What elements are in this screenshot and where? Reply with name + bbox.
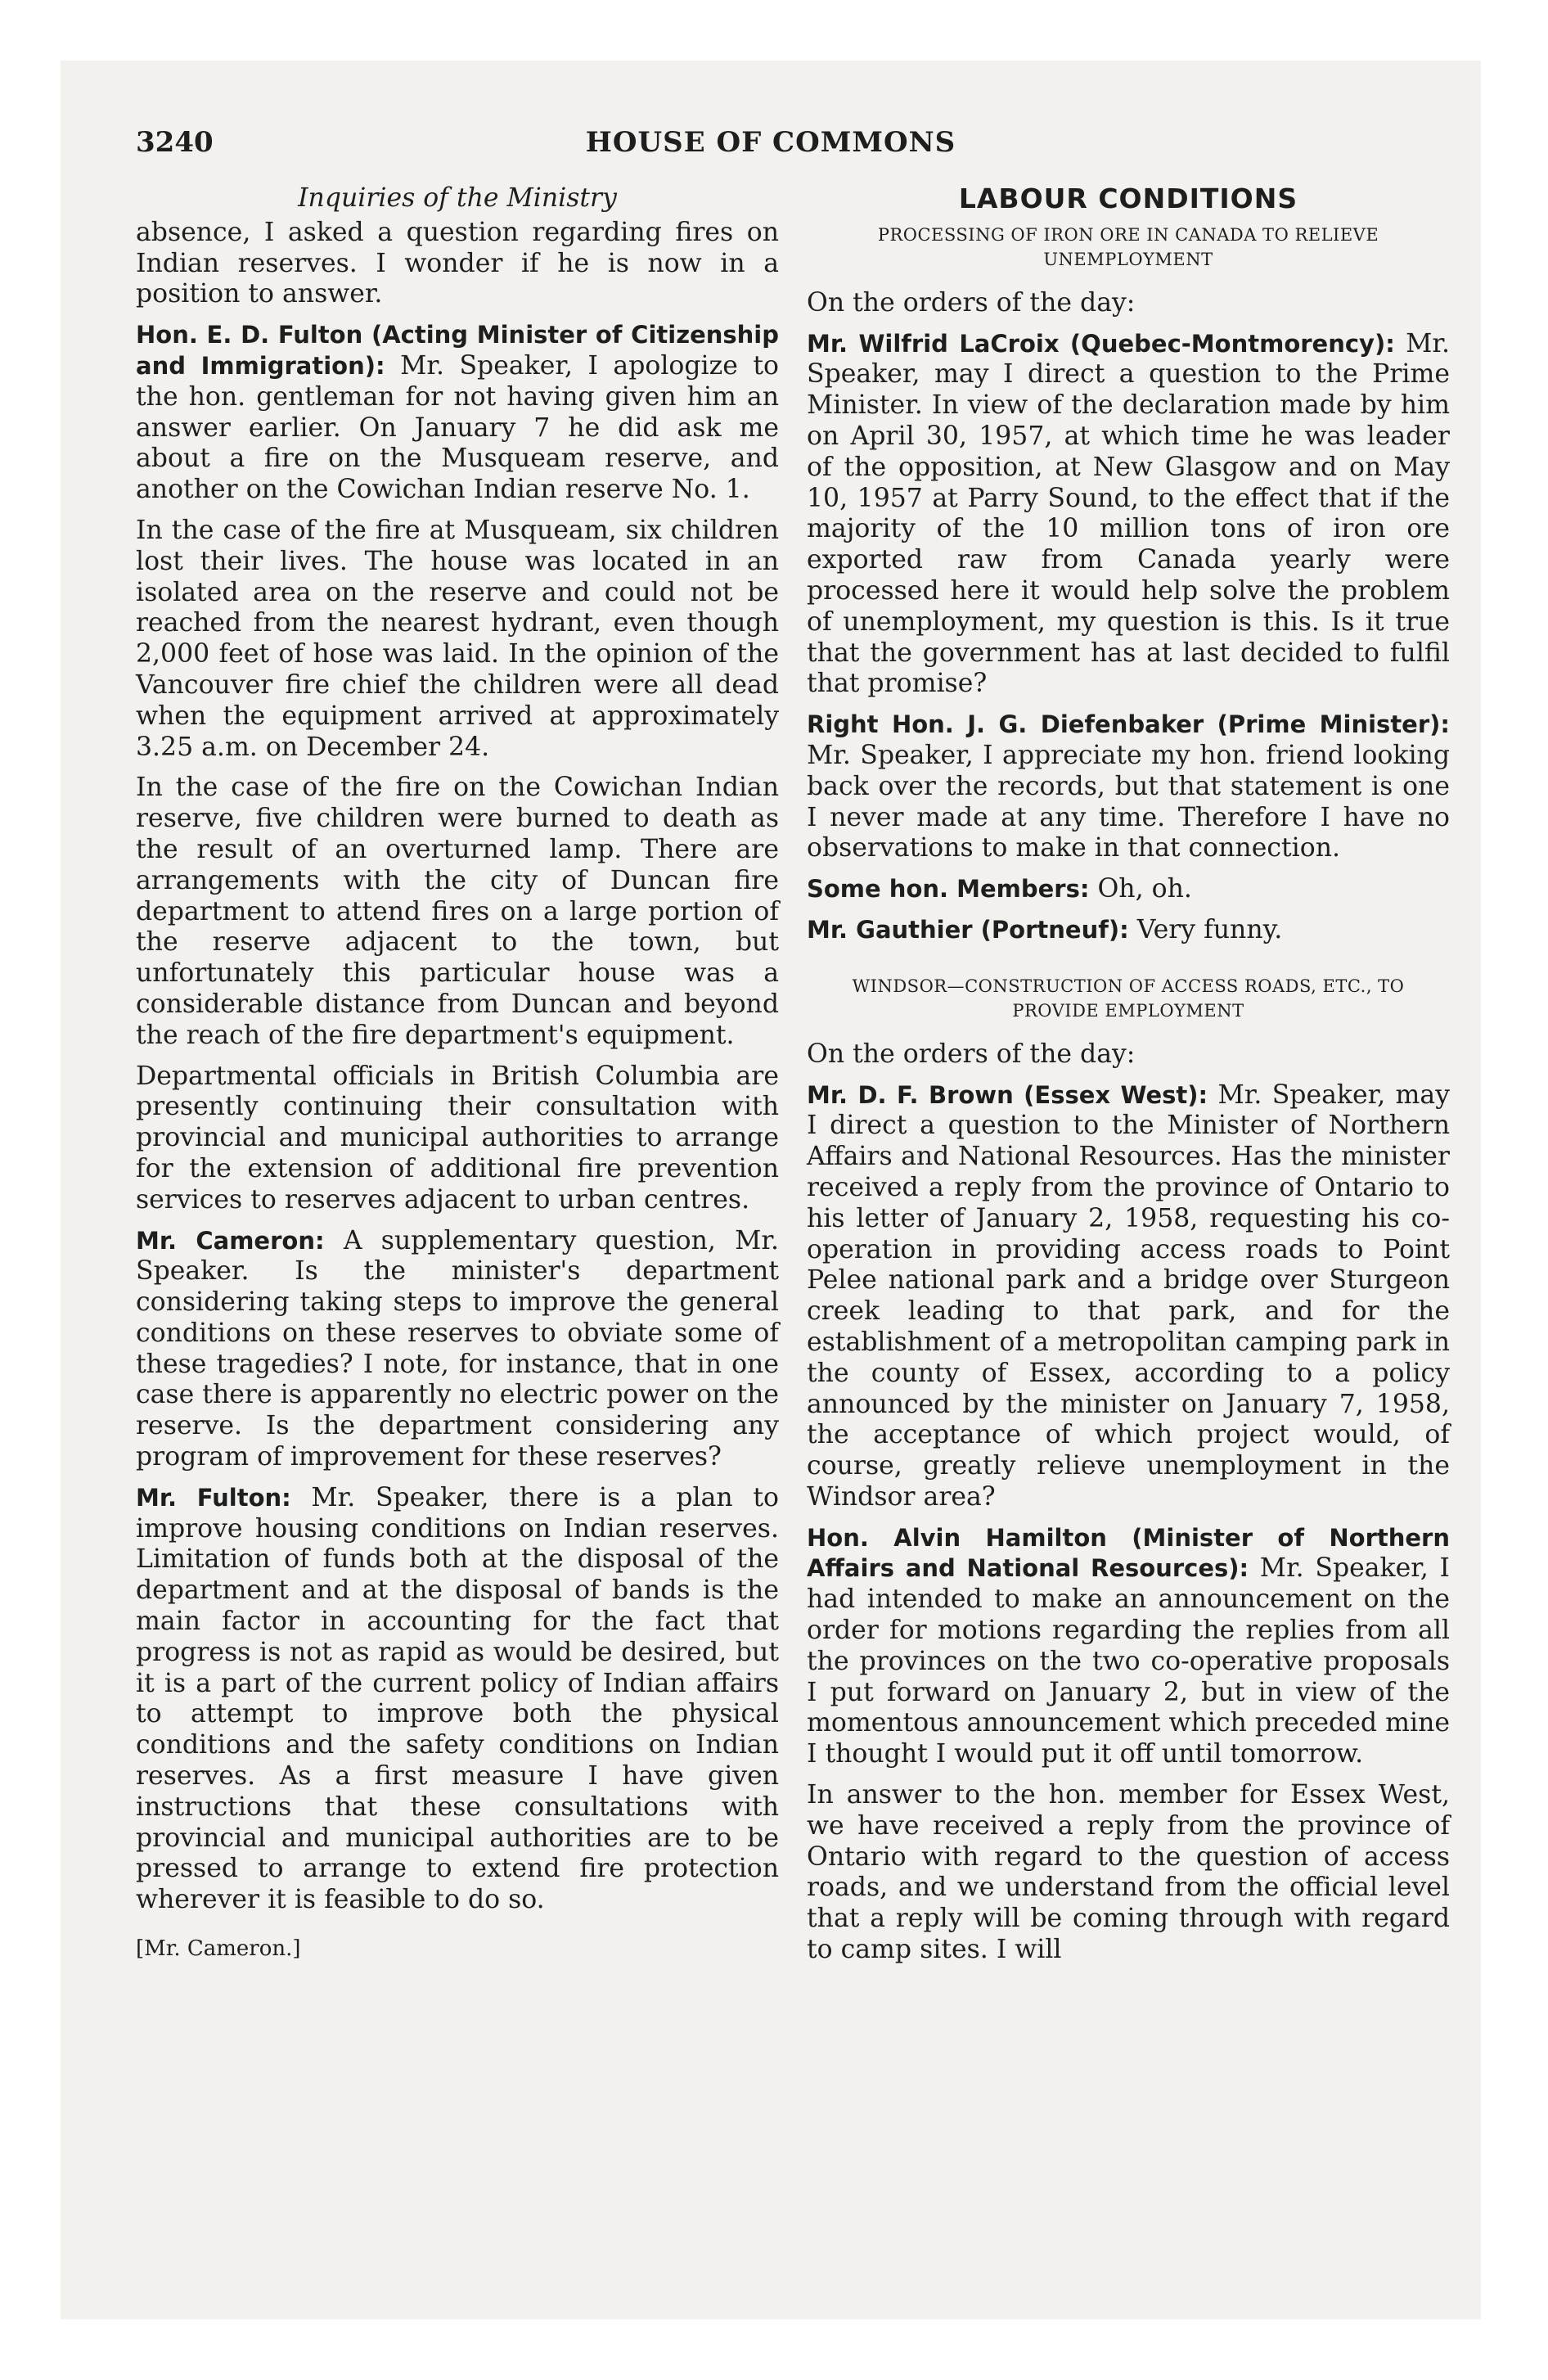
speech-text: Mr. Speaker, there is a plan to improve housing conditions on Indian reserves. Limitation of funds both at the disposal of the department and at the disposal of bands is the main factor in accounting for the fact that progress is not as rapid as would be desired, but it is a part of the current policy of Indian affairs to attempt to improve both the physical conditions and the safety conditions on Indian reserves. As a first measure I have given instructions that these consultations with provincial and municipal authorities are to be pressed to arrange to extend fire protection wherever it is feasible to do so. bbox=[136, 1482, 779, 1915]
section-title: LABOUR CONDITIONS bbox=[958, 183, 1298, 214]
speaker-name: Mr. Fulton: bbox=[136, 1483, 291, 1512]
speech-text: Mr. Speaker, I apologize to the hon. gentleman for not having given him an answer earlier. On January 7 he did ask me about a fire on the Musqueam reserve, and another on the Cowichan Indian reserve No. 1. bbox=[136, 350, 779, 505]
speaker-name: Hon. Alvin Hamilton (Minister of Northern Affairs and National Resources): bbox=[807, 1523, 1450, 1583]
paragraph bbox=[807, 915, 1450, 946]
paragraph bbox=[807, 874, 1450, 905]
paragraph: In the case of the fire on the Cowichan Indian reserve, five children were burned to death as the result of an overturned lamp. There are arrangements with the city of Duncan fire department to attend fires on a large portion of the reserve adjacent to the town, but unfortunately this particular house was a considerable distance from Duncan and beyond the reach of the fire department's equipment. bbox=[136, 773, 779, 1050]
section-subhead: Inquiries of the Ministry bbox=[298, 183, 617, 213]
speech-text: A supplementary question, Mr. Speaker. Is the minister's department considering taking steps to improve the general conditions on these reserves to obviate some of these tragedies? I note, for instance, that in one case there is apparently no electric power on the reserve. Is the department considering any program of improvement for these reserves? bbox=[136, 1225, 779, 1472]
section-subtitle: PROCESSING OF IRON ORE IN CANADA TO RELIEVE UNEMPLOYMENT bbox=[877, 224, 1379, 269]
paragraph bbox=[807, 1080, 1450, 1513]
speech-text: Mr. Speaker, may I direct a question to the Minister of Northern Affairs and National Resources. Has the minister received a reply from the province of Ontario to his letter of January 2, 1958, requesting his co-operation in providing access roads to Point Pelee national park and a bridge over Sturgeon creek leading to that park, and for the establishment of a metropolitan camping park in the county of Essex, according to a policy announced by the minister on January 7, 1958, the acceptance of which project would, of course, greatly relieve unemployment in the Windsor area? bbox=[807, 1080, 1450, 1512]
speaker-name: Some hon. Members: bbox=[807, 875, 1090, 904]
speaker-name: Mr. Wilfrid LaCroix (Quebec-Montmorency): bbox=[807, 329, 1395, 358]
speaker-name: Mr. Gauthier (Portneuf): bbox=[807, 915, 1129, 944]
paragraph bbox=[136, 320, 779, 506]
speech-text: Oh, oh. bbox=[1089, 874, 1192, 904]
paragraph: On the orders of the day: bbox=[807, 287, 1136, 318]
paragraph bbox=[136, 1483, 779, 1916]
speech-text: Mr. Speaker, I had intended to make an announcement on the order for motions regarding the replies from all the provinces on the two co-operative proposals I put forward on January 2, but in view of the momentous announcement which preceded mine I thought I would put it off until tomorrow. bbox=[807, 1553, 1450, 1769]
paragraph: On the orders of the day: bbox=[807, 1039, 1136, 1069]
paragraph: absence, I asked a question regarding fires on Indian reserves. I wonder if he is now in a position to answer. bbox=[136, 217, 779, 309]
paragraph bbox=[807, 710, 1450, 864]
left-column bbox=[136, 183, 779, 1965]
footer-reference: [Mr. Cameron.] bbox=[136, 1936, 301, 1962]
right-column bbox=[807, 183, 1450, 1976]
running-head: HOUSE OF COMMONS bbox=[585, 126, 956, 159]
speaker-name: Hon. E. D. Fulton (Acting Minister of Citizenship and Immigration): bbox=[136, 321, 779, 380]
speaker-name: Mr. D. F. Brown (Essex West): bbox=[807, 1080, 1208, 1109]
speech-text: Very funny. bbox=[1128, 914, 1283, 944]
paragraph bbox=[136, 1226, 779, 1473]
paragraph: In the case of the fire at Musqueam, six children lost their lives. The house was located in an isolated area on the reserve and could not be reached from the nearest hydrant, even though 2,000 feet of hose was laid. In the opinion of the Vancouver fire chief the children were all dead when the equipment arrived at approximately 3.25 a.m. on December 24. bbox=[136, 515, 779, 762]
speaker-name: Right Hon. J. G. Diefenbaker (Prime Minister): bbox=[807, 710, 1450, 739]
page-number: 3240 bbox=[136, 126, 214, 159]
page-header bbox=[136, 126, 1406, 172]
speaker-name: Mr. Cameron: bbox=[136, 1226, 325, 1255]
paragraph bbox=[807, 1523, 1450, 1770]
section-subtitle: WINDSOR—CONSTRUCTION OF ACCESS ROADS, ETC., TO PROVIDE EMPLOYMENT bbox=[852, 976, 1405, 1021]
paragraph: In answer to the hon. member for Essex West, we have received a reply from the province of Ontario with regard to the question of access roads, and we understand from the official level that a reply will be coming through with regard to camp sites. I will bbox=[807, 1780, 1450, 1965]
speech-text: Mr. Speaker, I appreciate my hon. friend looking back over the records, but that statement is one I never made at any time. Therefore I have no observations to make in that connection. bbox=[807, 740, 1450, 863]
paragraph bbox=[807, 329, 1450, 701]
paragraph: Departmental officials in British Columbia are presently continuing their consultation with provincial and municipal authorities to arrange for the extension of additional fire prevention services to reserves adjacent to urban centres. bbox=[136, 1061, 779, 1215]
speech-text: Mr. Speaker, may I direct a question to the Prime Minister. In view of the declaration made by him on April 30, 1957, at which time he was leader of the opposition, at New Glasgow and on May 10, 1957 at Parry Sound, to the effect that if the majority of the 10 million tons of iron ore exported raw from Canada yearly were processed here it would help solve the problem of unemployment, my question is this. Is it true that the government has at last decided to fulfil that promise? bbox=[807, 328, 1450, 699]
page-sheet bbox=[61, 61, 1481, 2319]
